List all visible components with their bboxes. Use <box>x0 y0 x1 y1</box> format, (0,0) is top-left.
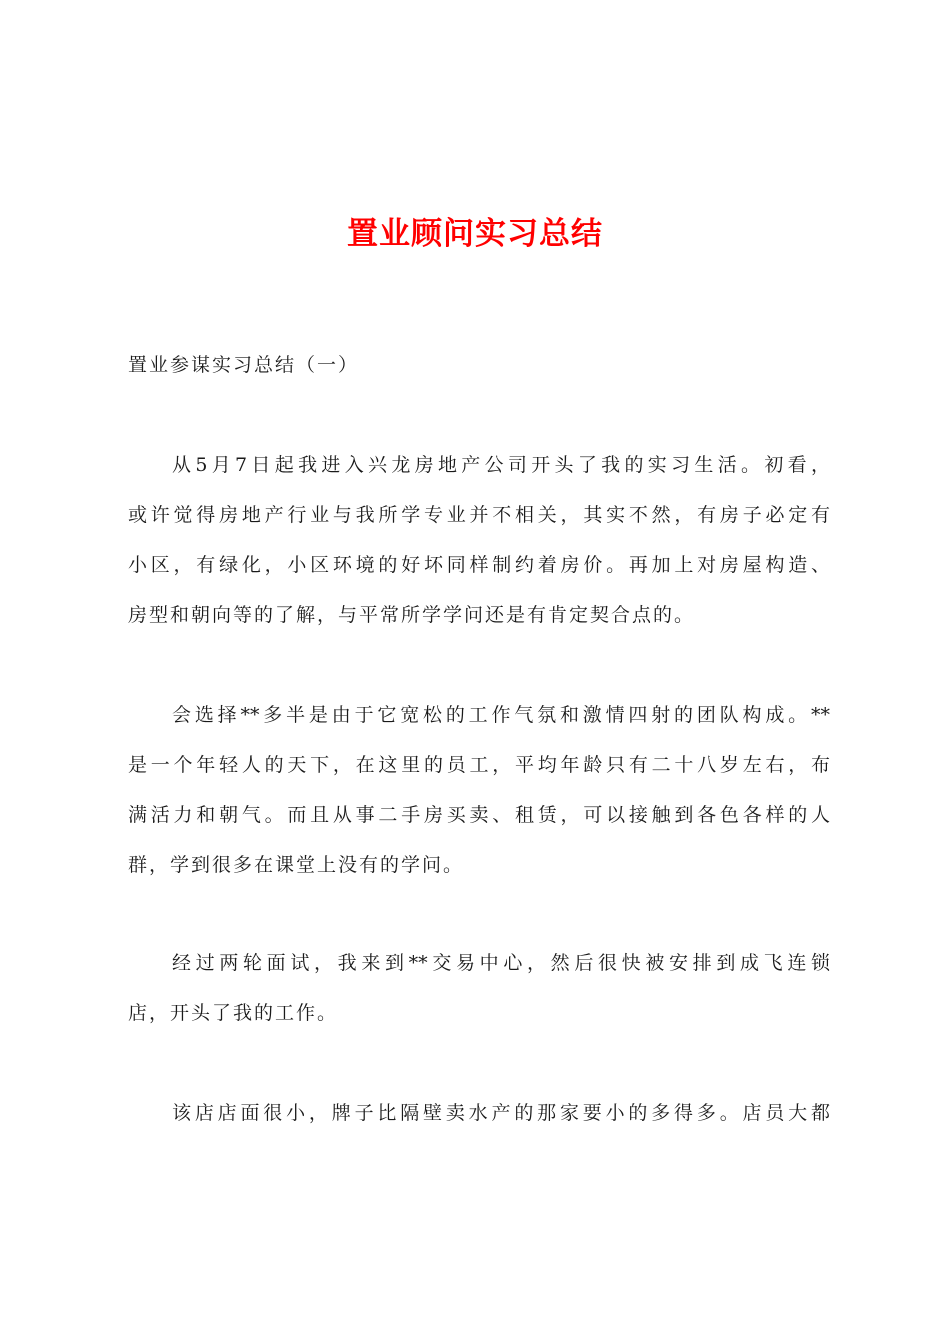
section-subtitle: 置业参谋实习总结（一） <box>128 354 360 376</box>
paragraph-4 <box>128 1088 830 1138</box>
paragraph-line: 经过两轮面试，我来到**交易中心，然后很快被安排到成飞连锁 <box>172 952 830 974</box>
paragraph-line: 会选择**多半是由于它宽松的工作气氛和激情四射的团队构成。** <box>172 704 830 726</box>
document-title: 置业顾问实习总结 <box>347 216 603 252</box>
paragraph-2 <box>128 690 830 890</box>
paragraph-line: 或许觉得房地产行业与我所学专业并不相关，其实不然，有房子必定有 <box>128 504 830 526</box>
paragraph-line: 满活力和朝气。而且从事二手房买卖、租赁，可以接触到各色各样的人 <box>128 804 830 826</box>
paragraph-line: 店，开头了我的工作。 <box>128 1002 339 1024</box>
paragraph-1 <box>128 440 830 640</box>
paragraph-line: 该店店面很小，牌子比隔壁卖水产的那家要小的多得多。店员大都 <box>172 1102 830 1124</box>
paragraph-line: 小区，有绿化，小区环境的好坏同样制约着房价。再加上对房屋构造、 <box>128 554 830 576</box>
paragraph-line: 房型和朝向等的了解，与平常所学学问还是有肯定契合点的。 <box>128 604 696 626</box>
paragraph-3 <box>128 938 830 1038</box>
paragraph-line: 从5月7日起我进入兴龙房地产公司开头了我的实习生活。初看， <box>172 454 830 476</box>
paragraph-line: 群，学到很多在课堂上没有的学问。 <box>128 854 465 876</box>
paragraph-line: 是一个年轻人的天下，在这里的员工，平均年龄只有二十八岁左右，布 <box>128 754 830 776</box>
